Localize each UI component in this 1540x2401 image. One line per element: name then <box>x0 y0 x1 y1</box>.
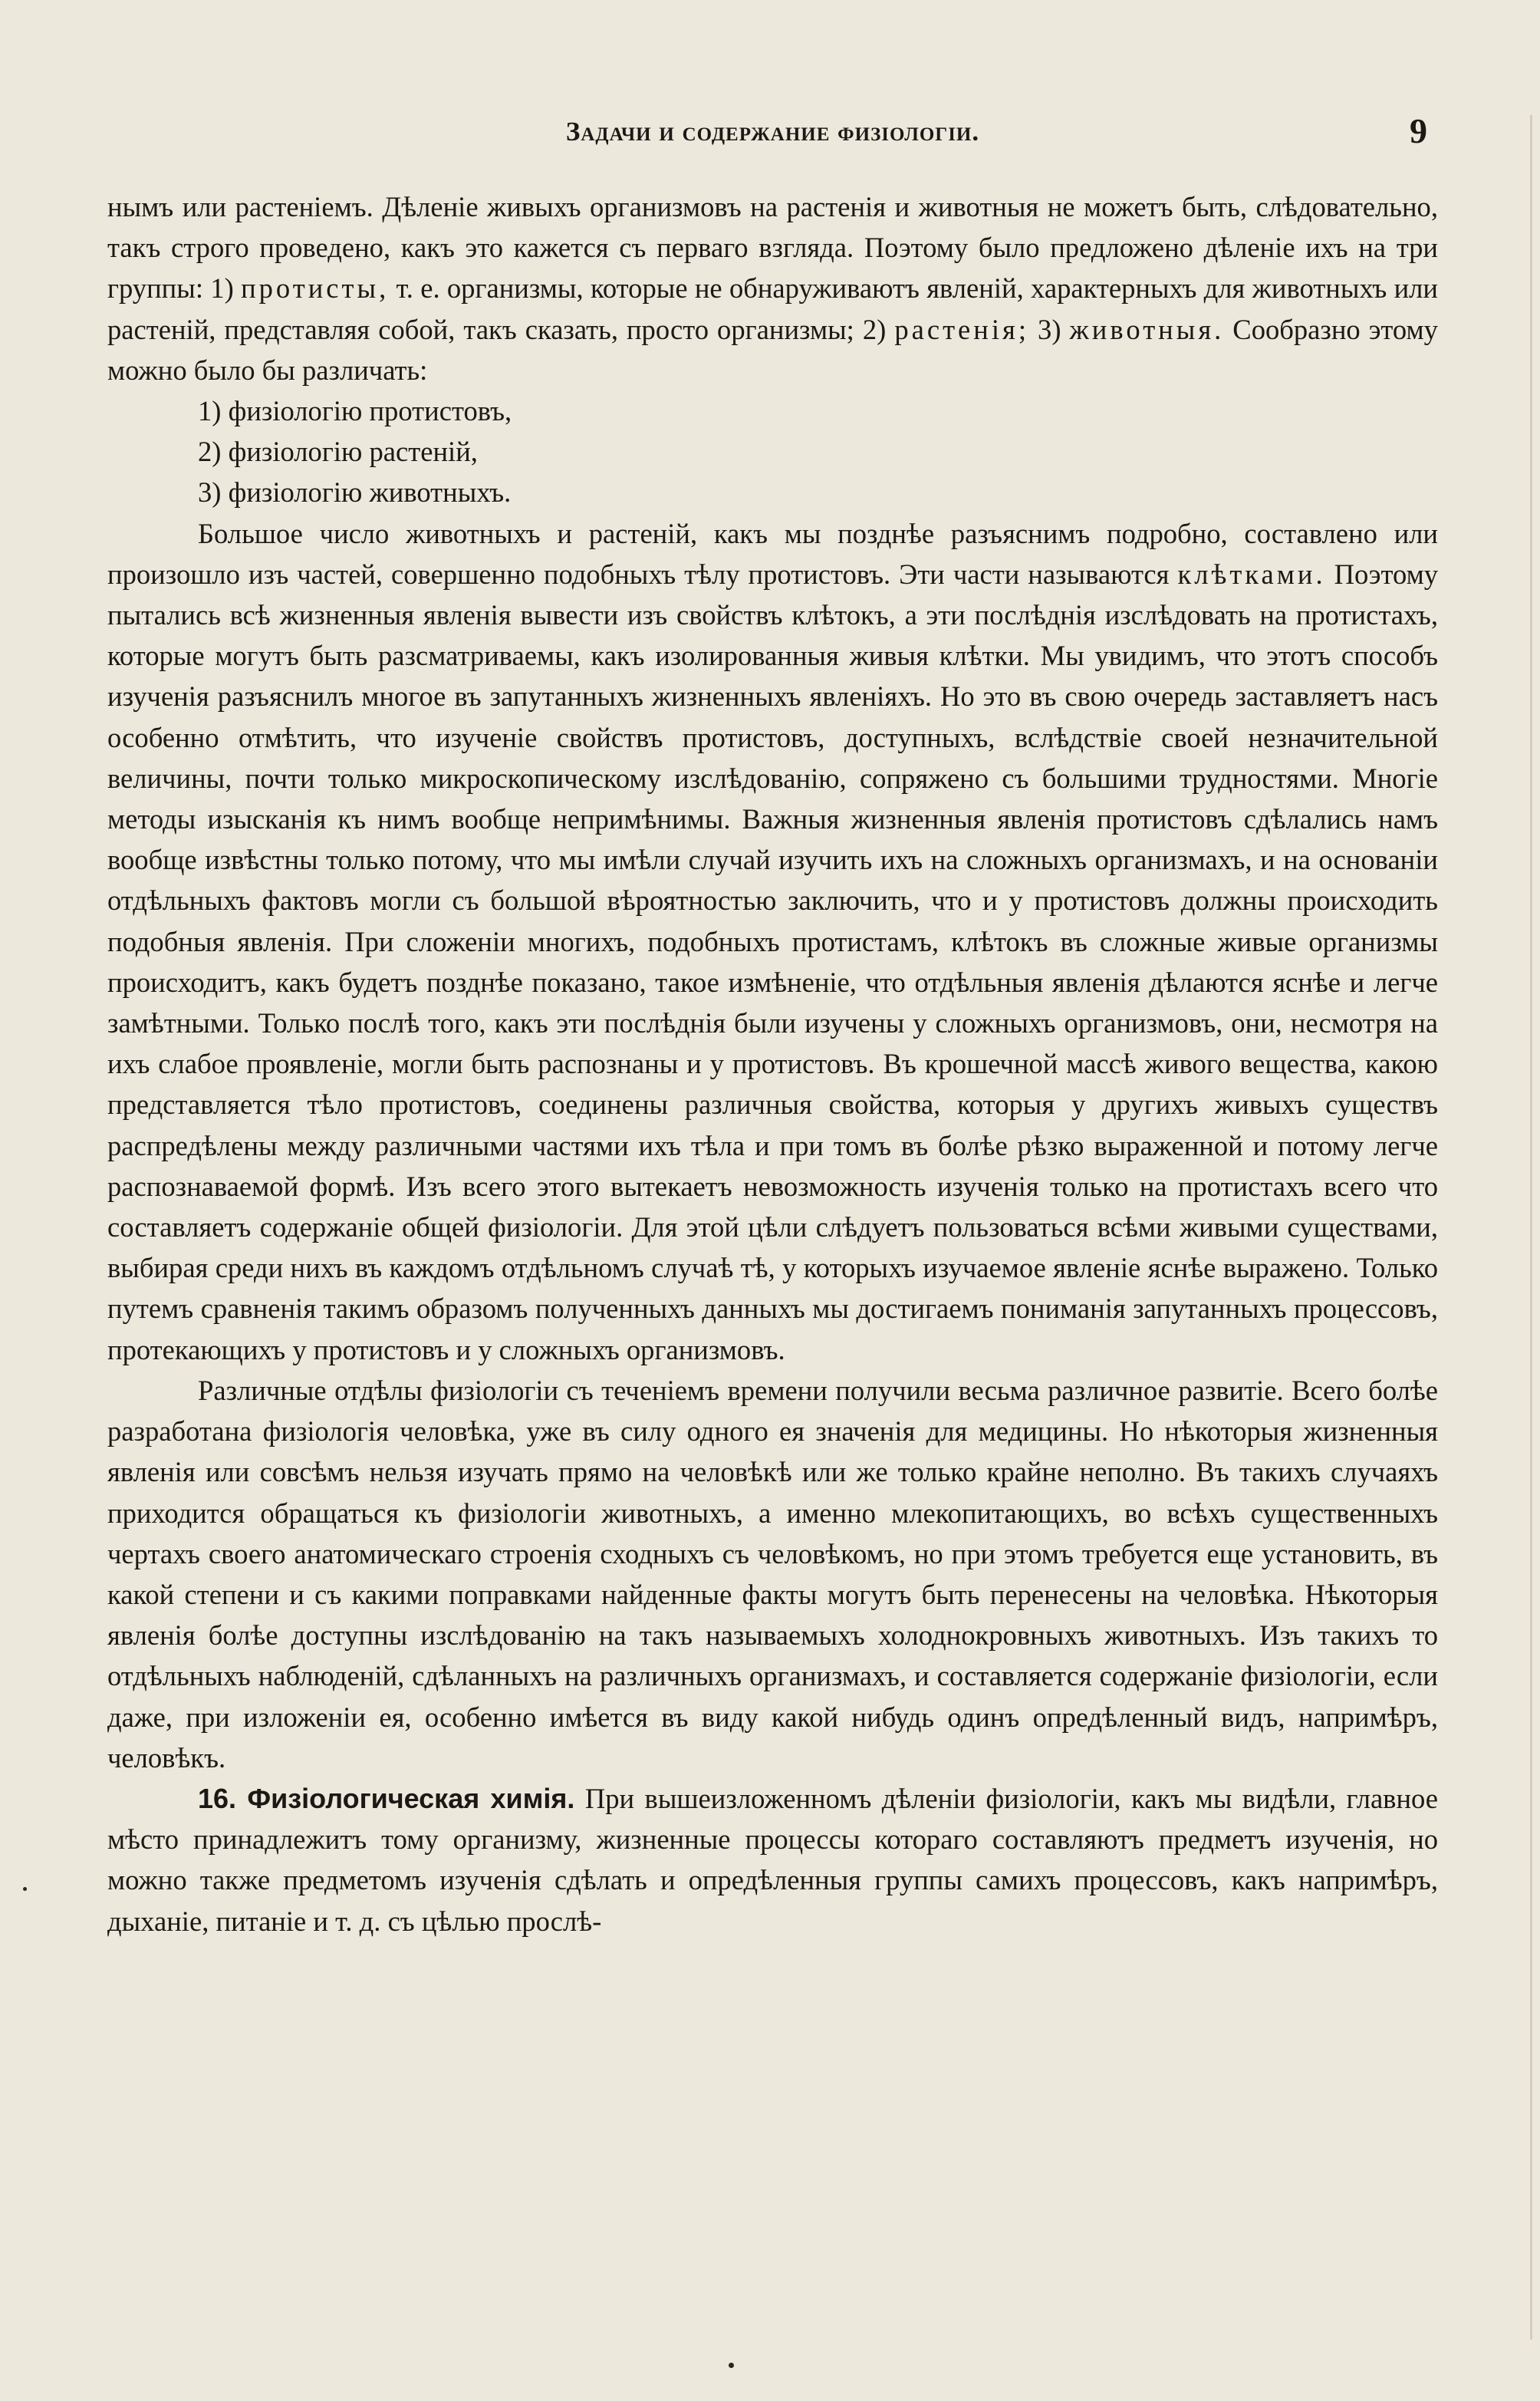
paragraph-1-text-b: т. е. организмы, которые не обнаруживаютъ явленiй, характерныхъ для животныхъ или растенiй, представляя собой, такъ сказать, просто организмы; 2) <box>107 272 1438 345</box>
section-heading: 16. Физiологическая химiя. <box>198 1782 575 1814</box>
paragraph-1-text-d: Сообразно этому можно было бы различать: <box>107 313 1438 386</box>
list-item-3: 3) физiологiю животныхъ. <box>198 476 512 509</box>
page-number: 9 <box>1410 111 1427 150</box>
ink-speck <box>729 2363 734 2368</box>
paragraph-1-text-a: нымъ или растенiемъ. Дѣленiе живыхъ организмовъ на растенiя и животныя не можетъ быть, слѣдовательно, такъ строго проведено, какъ это кажется съ перваго взгляда. Поэтому было предложено дѣленiе ихъ на три группы: 1) <box>107 191 1438 305</box>
page-edge <box>1530 115 1532 2340</box>
paragraph-4-text: При вышеизложенномъ дѣленiи физiологiи, какъ мы видѣли, главное мѣсто принадлежитъ тому организму, жизненные процессы котораго составляютъ предметъ изученiя, но можно также предметомъ изученiя сдѣлать и опредѣленныя группы самихъ процессовъ, какъ напримѣръ, дыханiе, питанiе и т. д. съ цѣлью прослѣ- <box>107 1782 1438 1937</box>
list-item-1: 1) физiологiю протистовъ, <box>198 395 512 427</box>
paragraph-1-text-c: 3) <box>1038 313 1061 345</box>
ink-speck <box>23 1887 27 1891</box>
term-cells: клѣтками. <box>1177 558 1326 590</box>
paragraph-2-text-b: Поэтому пытались всѣ жизненныя явленiя вывести изъ свойствъ клѣтокъ, а эти послѣднiя изслѣдовать на протистахъ, которые могутъ быть разсматриваемы, какъ изолированныя живыя клѣтки. Мы увидимъ, что этотъ способъ изученiя разъяснилъ многое въ запутанныхъ жизненныхъ явленiяхъ. Но это въ свою очередь заставляетъ насъ особенно отмѣтить, что изученiе свойствъ протистовъ, доступныхъ, вслѣдствiе своей незначительной величины, почти только микроскопическому изслѣдованiю, сопряжено съ большими трудностями. Многiе методы изысканiя къ нимъ вообще непримѣнимы. Важныя жизненныя явленiя протистовъ сдѣлались намъ вообще извѣстны только потому, что мы имѣли случай изучить ихъ на сложныхъ организмахъ, и на основанiи отдѣльныхъ фактовъ могли съ большой вѣроятностью заключить, что и у протистовъ должны происходить подобныя явленiя. При сложенiи многихъ, подобныхъ протистамъ, клѣтокъ въ сложные живые организмы происходитъ, какъ будетъ позднѣе показано, такое измѣненiе, что отдѣльныя явленiя дѣлаются яснѣе и легче замѣтными. Только послѣ того, какъ эти послѣднiя были изучены у сложныхъ организмовъ, они, несмотря на ихъ слабое проявленiе, могли быть распознаны и у протистовъ. Въ крошечной массѣ живого вещества, какою представляется тѣло протистовъ, соединены различныя свойства, которыя у другихъ живыхъ существъ распредѣлены между различными частями ихъ тѣла и при томъ въ болѣе рѣзко выраженной и потому легче распознаваемой формѣ. Изъ всего этого вытекаетъ невозможность изученiя только на протистахъ всего что составляетъ содержанiе общей физiологiи. Для этой цѣли слѣдуетъ пользоваться всѣми живыми существами, выбирая среди нихъ въ каждомъ отдѣльномъ случаѣ тѣ, у которыхъ изучаемое явленiе яснѣе выражено. Только путемъ сравненiя такимъ образомъ полученныхъ данныхъ мы достигаемъ пониманiя запутанныхъ процессовъ, протекающихъ у протистовъ и у сложныхъ организмовъ. <box>107 558 1439 1365</box>
list-item-2: 2) физiологiю растенiй, <box>198 436 478 468</box>
running-title: Задачи и содержание физiологiи. <box>565 117 980 147</box>
term-protists: протисты, <box>241 272 390 305</box>
paragraph-2 <box>107 513 1438 1370</box>
running-head <box>107 111 1438 163</box>
paragraph-1 <box>107 186 1438 390</box>
term-animals: животныя. <box>1069 313 1225 345</box>
paragraph-3: Различные отдѣлы физiологiи съ теченiемъ времени получили весьма различное развитiе. Всего болѣе разработана физiологiя человѣка, уже въ силу одного ея значенiя для медицины. Но нѣкоторыя жизненныя явленiя или совсѣмъ нельзя изучать прямо на человѣкѣ или же только крайне неполно. Въ такихъ случаяхъ приходится обращаться къ физiологiи животныхъ, а именно млекопитающихъ, во всѣхъ существенныхъ чертахъ своего анатомическаго строенiя сходныхъ съ человѣкомъ, но при этомъ требуется еще установить, въ какой степени и съ какими поправками найденные факты могутъ быть перенесены на человѣка. Нѣкоторыя явленiя болѣе доступны изслѣдованiю на такъ называемыхъ холоднокровныхъ животныхъ. Изъ такихъ то отдѣльныхъ наблюденiй, сдѣланныхъ на различныхъ организмахъ, и составляется содержанiе физiологiи, если даже, при изложенiи ея, особенно имѣется въ виду какой нибудь одинъ опредѣленный видъ, напримѣръ, человѣкъ. <box>107 1374 1438 1774</box>
paragraph-2-text-a: Большое число животныхъ и растенiй, какъ мы позднѣе разъяснимъ подробно, составлено или произошло изъ частей, совершенно подобныхъ тѣлу протистовъ. Эти части называются <box>107 517 1438 590</box>
paragraph-4 <box>107 1778 1438 1942</box>
text-body <box>107 186 1438 1942</box>
term-plants: растенiя; <box>894 313 1030 345</box>
